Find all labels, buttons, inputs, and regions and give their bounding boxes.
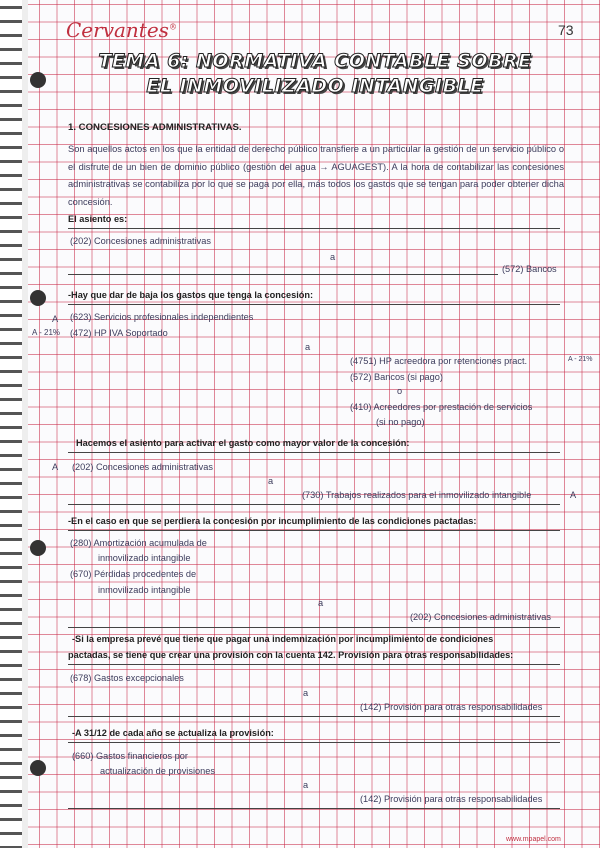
divider bbox=[68, 808, 560, 809]
title-line-2: EL INMOVILIZADO INTANGIBLE bbox=[146, 75, 484, 97]
entry3-debit: (202) Concesiones administrativas bbox=[72, 462, 213, 472]
divider bbox=[68, 742, 560, 743]
entry6-credit: (142) Provisión para otras responsabilidades bbox=[360, 794, 543, 804]
entry3-credit: (730) Trabajos realizados para el inmovilizado intangible bbox=[302, 490, 532, 500]
entry2-or: o bbox=[397, 386, 403, 396]
divider bbox=[68, 304, 560, 305]
divider bbox=[68, 228, 560, 229]
divider bbox=[68, 504, 560, 505]
entry2-credit1: (4751) HP acreedora por retenciones pract. bbox=[350, 356, 528, 366]
entry4-credit: (202) Concesiones administrativas bbox=[410, 612, 551, 622]
entry1-sep: a bbox=[330, 252, 336, 262]
entry6-sep: a bbox=[303, 780, 309, 790]
entry2-credit2: (572) Bancos (si pago) bbox=[350, 372, 443, 382]
entry5-credit: (142) Provisión para otras responsabilidades bbox=[360, 702, 543, 712]
entry2-credit3b: (si no pago) bbox=[376, 417, 425, 427]
punch-hole bbox=[30, 72, 46, 88]
entry2-sep: a bbox=[305, 342, 311, 352]
entry5-label1: -Si la empresa prevé que tiene que pagar una indemnización por incumplimiento de condiciones bbox=[72, 634, 494, 644]
punch-hole bbox=[30, 760, 46, 776]
entry6-label: -A 31/12 de cada año se actualiza la provisión: bbox=[72, 728, 274, 738]
entry3-label: Hacemos el asiento para activar el gasto como mayor valor de la concesión: bbox=[76, 438, 410, 448]
divider bbox=[68, 530, 560, 531]
entry4-debit2a: (670) Pérdidas procedentes de bbox=[70, 569, 197, 579]
entry1-label: El asiento es: bbox=[68, 214, 128, 224]
entry1-credit: (572) Bancos bbox=[502, 264, 557, 274]
punch-hole bbox=[30, 540, 46, 556]
entry2-debit2: (472) HP IVA Soportado bbox=[70, 328, 168, 338]
divider bbox=[68, 452, 560, 453]
entry5-debit: (678) Gastos excepcionales bbox=[70, 673, 184, 683]
mark-a: A bbox=[52, 314, 59, 324]
divider bbox=[68, 274, 498, 275]
entry4-debit1a: (280) Amortización acumulada de bbox=[70, 538, 207, 548]
spiral-edge bbox=[22, 0, 28, 848]
entry6-debit2: actualización de provisiones bbox=[100, 766, 215, 776]
entry2-credit3: (410) Acreedores por prestación de servicios bbox=[350, 402, 533, 412]
divider bbox=[68, 627, 560, 628]
entry4-label: -En el caso en que se perdiera la concesión por incumplimiento de las condiciones pactadas: bbox=[68, 516, 477, 526]
entry2-debit1: (623) Servicios profesionales independientes bbox=[70, 312, 254, 322]
mark-a-right: A bbox=[570, 490, 577, 500]
divider bbox=[68, 716, 560, 717]
entry5-sep: a bbox=[303, 688, 309, 698]
title-line-1: TEMA 6: NORMATIVA CONTABLE SOBRE bbox=[98, 50, 532, 72]
entry4-debit1b: inmovilizado intangible bbox=[98, 553, 191, 563]
page-number: 73 bbox=[558, 22, 574, 38]
mark-a: A bbox=[52, 462, 59, 472]
brand-logo: Cervantes® bbox=[66, 18, 177, 42]
entry4-sep: a bbox=[318, 598, 324, 608]
entry2-label: -Hay que dar de baja los gastos que tenga la concesión: bbox=[68, 290, 314, 300]
divider bbox=[68, 664, 560, 665]
section-heading: 1. CONCESIONES ADMINISTRATIVAS. bbox=[68, 122, 242, 133]
entry3-sep: a bbox=[268, 476, 274, 486]
intro-paragraph: Son aquellos actos en los que la entidad de derecho público transfiere a un particular la gestión de un servicio público o el disfrute de un bien de dominio público (gestión del agua → AGUAGEST). A la hora de contabilizar las concesiones administrativas se contabiliza por lo que se paga por ella, más todos los gastos que se tengan para poder obtener dicha concesión. bbox=[68, 144, 564, 207]
entry6-debit1: (660) Gastos financieros por bbox=[72, 751, 188, 761]
punch-hole bbox=[30, 290, 46, 306]
entry4-debit2b: inmovilizado intangible bbox=[98, 585, 191, 595]
footer-site: www.mpapel.com bbox=[506, 836, 561, 843]
entry1-debit: (202) Concesiones administrativas bbox=[70, 236, 211, 246]
mark-a21-right: A - 21% bbox=[568, 356, 593, 363]
entry5-label2: pactadas, se tiene que crear una provisión con la cuenta 142. Provisión para otras responsabilidades: bbox=[68, 650, 514, 660]
mark-a21: A - 21% bbox=[32, 328, 61, 337]
